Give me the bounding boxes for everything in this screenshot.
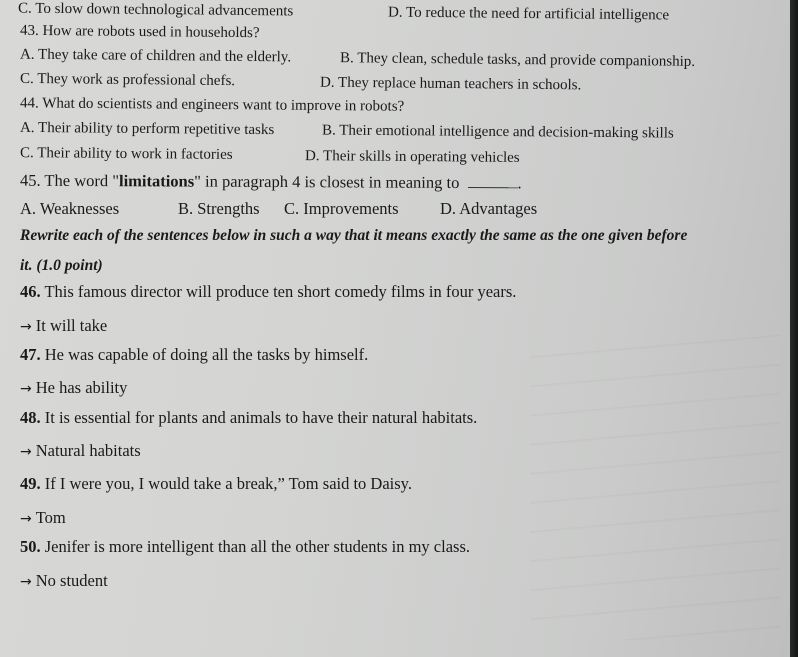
q45-option-c: C. Improvements: [284, 199, 399, 218]
q50-number: 50.: [20, 537, 41, 556]
q44-option-c: C. Their ability to work in factories: [19, 145, 233, 163]
q50-text: Jenifer is more intelligent than all the other students in my class.: [44, 537, 470, 556]
q45-option-a: A. Weaknesses: [20, 199, 120, 218]
q48-text: It is essential for plants and animals to have their natural habitats.: [44, 408, 478, 427]
q50-sentence: [20, 537, 470, 557]
arrow-icon: →: [20, 444, 32, 460]
arrow-icon: →: [20, 574, 32, 590]
q43-option-b: B. They clean, schedule tasks, and provide companionship.: [339, 50, 696, 70]
q49-sentence: [20, 474, 412, 494]
arrow-icon: →: [20, 319, 32, 335]
rewrite-instructions-line1: Rewrite each of the sentences below in such a way that it means exactly the same as the one given before: [20, 227, 688, 244]
q46-number: 46.: [20, 282, 41, 301]
q48-sentence: [20, 408, 477, 428]
q43-option-d: D. They replace human teachers in schools.: [319, 74, 582, 94]
answer-blank: [467, 175, 517, 188]
q43-option-c: C. They work as professional chefs.: [19, 70, 236, 90]
q50-answer-start: [20, 571, 108, 591]
q48-start: Natural habitats: [35, 441, 141, 460]
q47-text: He was capable of doing all the tasks by himself.: [44, 345, 369, 364]
q44-option-b: B. Their emotional intelligence and decision-making skills: [321, 122, 674, 142]
arrow-icon: →: [20, 381, 32, 397]
q48-number: 48.: [20, 408, 41, 427]
q49-text: If I were you, I would take a break,” Tom said to Daisy.: [44, 474, 412, 493]
q45-text-after: " in paragraph 4 is closest in meaning to: [194, 171, 460, 192]
q47-sentence: [20, 345, 368, 365]
q44-question: 44. What do scientists and engineers want to improve in robots?: [19, 95, 405, 115]
q46-start: It will take: [35, 316, 108, 335]
q47-answer-start: [20, 378, 127, 398]
q43-question: 43. How are robots used in households?: [19, 22, 260, 42]
q49-answer-start: [20, 508, 66, 528]
q50-start: No student: [35, 571, 108, 590]
rewrite-instructions-line2: it. (1.0 point): [20, 257, 103, 274]
q45-question: [20, 171, 522, 194]
q44-option-d: D. Their skills in operating vehicles: [304, 148, 520, 166]
q43-option-a: A. They take care of children and the elderly.: [19, 46, 292, 66]
q48-answer-start: [20, 441, 141, 461]
q46-sentence: [20, 282, 516, 302]
q49-start: Tom: [35, 508, 66, 527]
q46-answer-start: [20, 316, 107, 336]
arrow-icon: →: [20, 511, 32, 527]
q45-end: .: [517, 173, 522, 193]
q45-option-b: B. Strengths: [178, 199, 260, 218]
q42-option-d: D. To reduce the need for artificial intelligence: [387, 4, 670, 24]
q45-number: 45.: [19, 170, 41, 190]
bleed-through-texture: [530, 330, 780, 640]
q46-text: This famous director will produce ten short comedy films in four years.: [44, 282, 517, 301]
q45-option-d: D. Advantages: [440, 199, 538, 218]
q45-keyword: limitations: [118, 171, 195, 191]
photo-dark-edge: [790, 0, 798, 657]
q42-option-c: C. To slow down technological advancements: [17, 0, 294, 20]
q45-text-before: The word ": [44, 170, 120, 191]
q47-number: 47.: [20, 345, 41, 364]
q49-number: 49.: [20, 474, 41, 493]
q47-start: He has ability: [35, 378, 128, 397]
q44-option-a: A. Their ability to perform repetitive tasks: [19, 119, 275, 139]
